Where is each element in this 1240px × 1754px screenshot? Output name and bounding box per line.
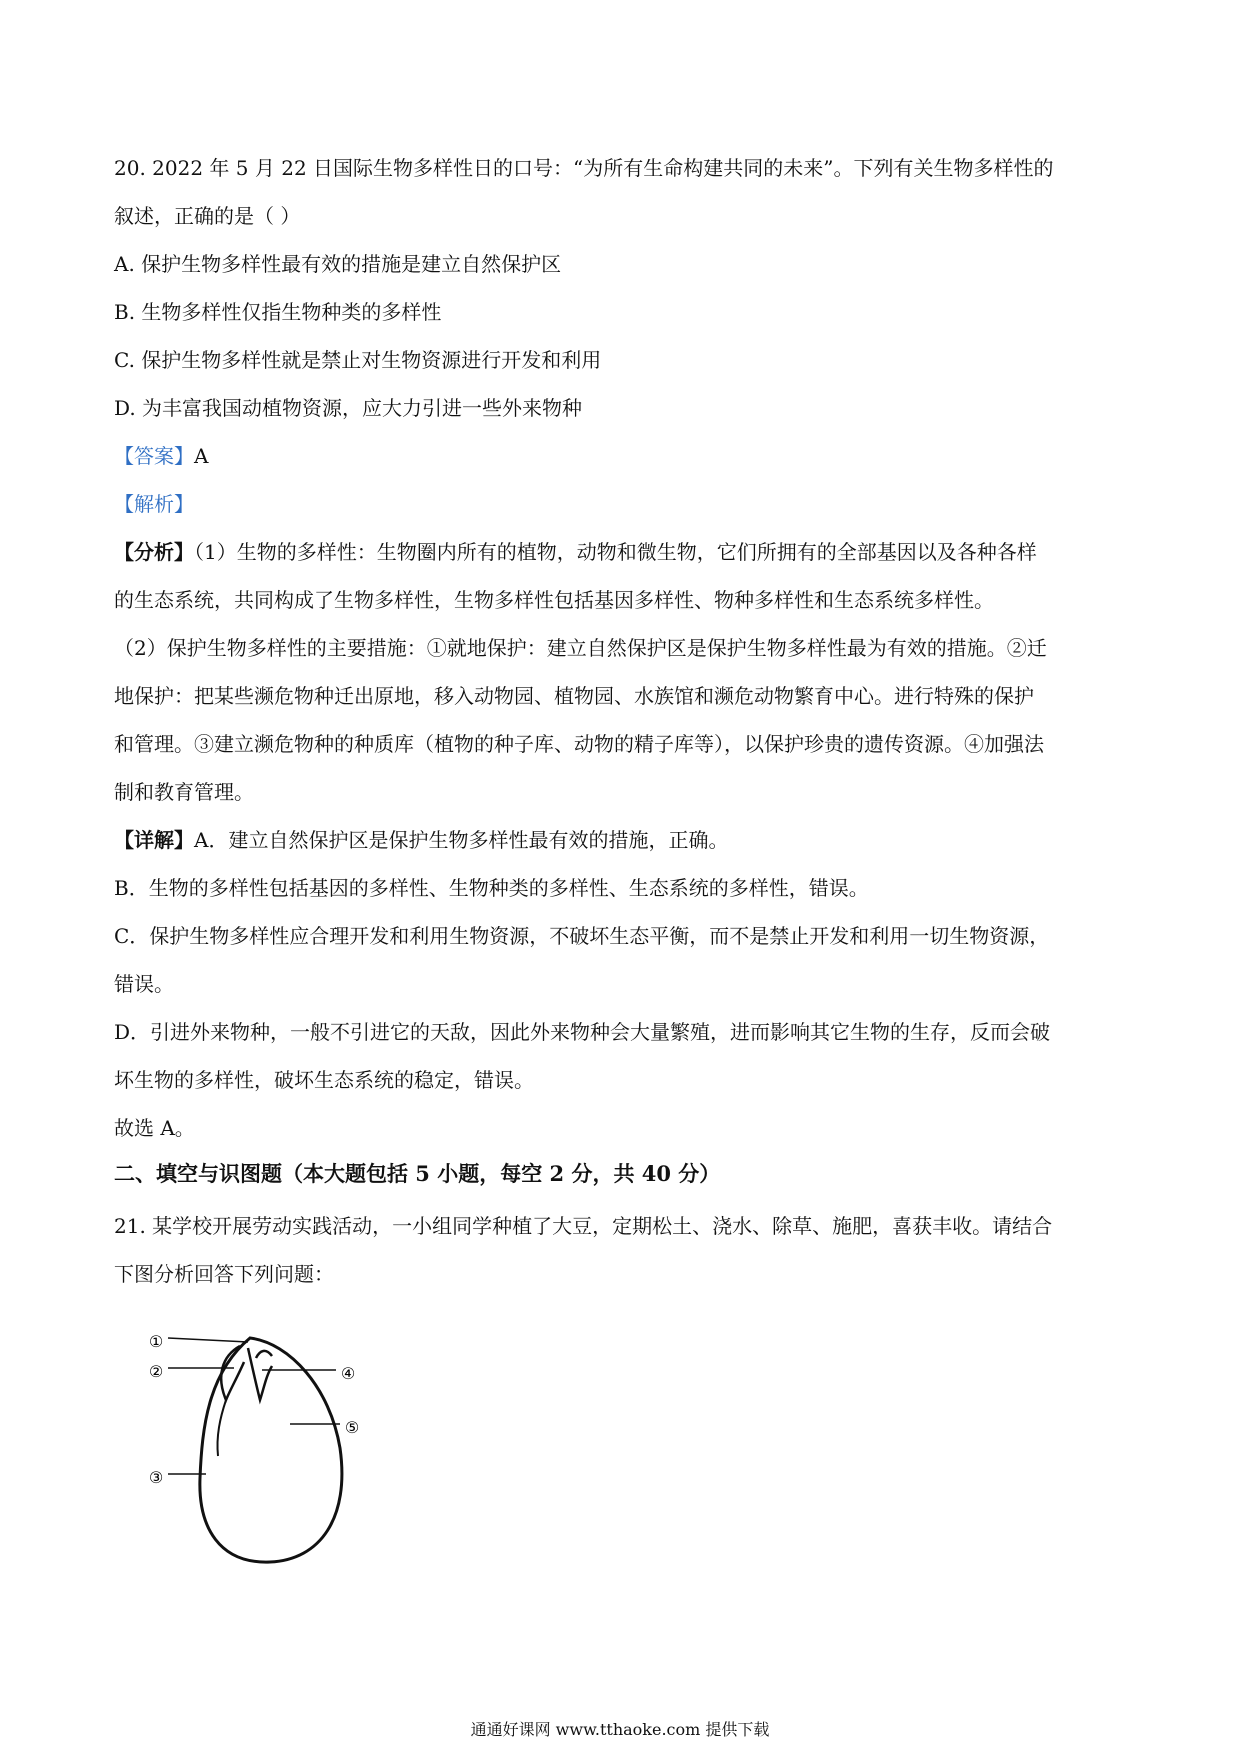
q20-option-d: D. 为丰富我国动植物资源，应大力引进一些外来物种: [114, 396, 583, 420]
q20-stem-line1: 20. 2022 年 5 月 22 日国际生物多样性日的口号：“为所有生命构建共同的未来”。下列有关生物多样性的: [114, 156, 1054, 180]
svg-text:②: ②: [148, 1362, 164, 1381]
q20-option-a: A. 保护生物多样性最有效的措施是建立自然保护区: [114, 252, 562, 276]
xiangjie-line-2: B．生物的多样性包括基因的多样性、生物种类的多样性、生态系统的多样性，错误。: [114, 876, 869, 900]
bean-seed-diagram: [140, 1318, 400, 1568]
fenxi-line-2: 的生态系统，共同构成了生物多样性，生物多样性包括基因多样性、物种多样性和生态系统多样性。: [114, 588, 994, 612]
label-5: [341, 1413, 363, 1437]
label-1: [145, 1327, 167, 1351]
page-footer: 通通好课网 www.tthaoke.com 提供下载: [470, 1720, 770, 1739]
label-4: [337, 1359, 359, 1383]
svg-text:④: ④: [340, 1364, 356, 1383]
svg-text:①: ①: [148, 1332, 164, 1351]
fenxi-line-6: 制和教育管理。: [114, 780, 254, 804]
label-3: [145, 1463, 167, 1487]
answer-value: A: [194, 444, 209, 468]
label-2: [145, 1357, 167, 1381]
plumule: [248, 1348, 272, 1400]
xiangjie-line-6: 坏生物的多样性，破坏生态系统的稳定，错误。: [114, 1068, 534, 1092]
fenxi-line-4: 地保护：把某些濒危物种迁出原地，移入动物园、植物园、水族馆和濒危动物繁育中心。进行特殊的保护: [114, 684, 1034, 708]
seed-seam: [217, 1400, 226, 1456]
q21-stem-line1: 21. 某学校开展劳动实践活动，一小组同学种植了大豆，定期松土、浇水、除草、施肥，喜获丰收。请结合: [114, 1214, 1053, 1238]
q21-stem-line2: 下图分析回答下列问题：: [114, 1262, 334, 1286]
svg-text:⑤: ⑤: [344, 1418, 360, 1437]
fenxi-line-5: 和管理。③建立濒危物种的种质库（植物的种子库、动物的精子库等），以保护珍贵的遗传资源。④加强法: [114, 732, 1044, 756]
answer-tag: 【答案】: [114, 444, 194, 468]
svg-text:③: ③: [148, 1468, 164, 1487]
xiangjie-line-7: 故选 A。: [114, 1116, 195, 1140]
xiangjie-line-5: D．引进外来物种，一般不引进它的天敌，因此外来物种会大量繁殖，进而影响其它生物的生存，反而会破: [114, 1020, 1051, 1044]
fenxi-line-1: 【分析】（1）生物的多样性：生物圈内所有的植物，动物和微生物，它们所拥有的全部基因以及各种各样: [114, 540, 1037, 564]
q20-answer: [114, 442, 208, 470]
xiangjie-tag: 【详解】: [114, 828, 194, 852]
q20-option-b: B. 生物多样性仅指生物种类的多样性: [114, 300, 442, 324]
xiangjie-line-3: C．保护生物多样性应合理开发和利用生物资源，不破坏生态平衡，而不是禁止开发和利用一切生物资源，: [114, 924, 1050, 948]
xiangjie-line-1: 【详解】A．建立自然保护区是保护生物多样性最有效的措施，正确。: [114, 828, 729, 852]
section-2-heading: 二、填空与识图题（本大题包括 5 小题，每空 2 分，共 40 分）: [114, 1161, 721, 1186]
analysis-tag: 【解析】: [114, 492, 194, 516]
q20-stem-line2: 叙述，正确的是（ ）: [114, 204, 301, 228]
xiangjie-line-4: 错误。: [114, 972, 174, 996]
fenxi-line-3: （2）保护生物多样性的主要措施：①就地保护：建立自然保护区是保护生物多样性最为有效的措施。②迁: [114, 636, 1047, 660]
q20-option-c: C. 保护生物多样性就是禁止对生物资源进行开发和利用: [114, 348, 602, 372]
fenxi-tag: 【分析】: [114, 540, 194, 564]
